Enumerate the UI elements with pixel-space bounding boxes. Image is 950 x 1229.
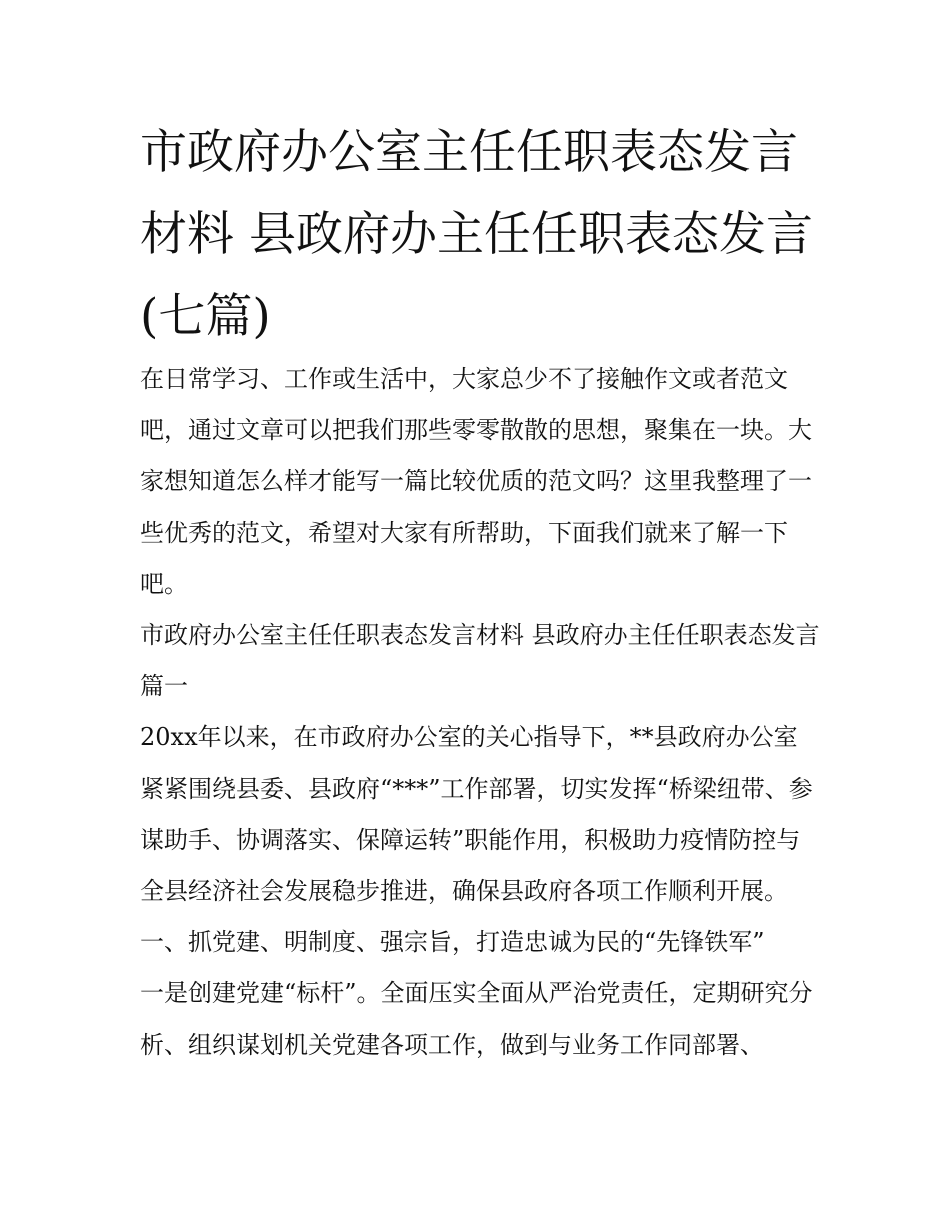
document-body bbox=[140, 354, 820, 1071]
subsection-heading: 一、抓党建、明制度、强宗旨，打造忠诚为民的“先锋铁军” bbox=[140, 928, 765, 957]
intro-paragraph: 在日常学习、工作或生活中，大家总少不了接触作文或者范文吧，通过文章可以把我们那些零零散散的思想，聚集在一块。大家想知道怎么样才能写一篇比较优质的范文吗？这里我整理了一些优秀的范文，希望对大家有所帮助，下面我们就来了解一下吧。 bbox=[140, 365, 812, 598]
document-title: 市政府办公室主任任职表态发言材料 县政府办主任任职表态发言(七篇) bbox=[140, 125, 813, 344]
body-paragraph: 一是创建党建“标杆”。全面压实全面从严治党责任，定期研究分析、组织谋划机关党建各项工作，做到与业务工作同部署、 bbox=[140, 979, 813, 1059]
body-paragraph: 20xx年以来，在市政府办公室的关心指导下，**县政府办公室紧紧围绕县委、县政府“***”工作部署，切实发挥“桥梁纽带、参谋助手、协调落实、保障运转”职能作用，积极助力疫情防控与全县经济社会发展稳步推进，确保县政府各项工作顺利开展。 bbox=[140, 723, 813, 906]
section-heading: 市政府办公室主任任职表态发言材料 县政府办主任任职表态发言篇一 bbox=[140, 621, 820, 701]
